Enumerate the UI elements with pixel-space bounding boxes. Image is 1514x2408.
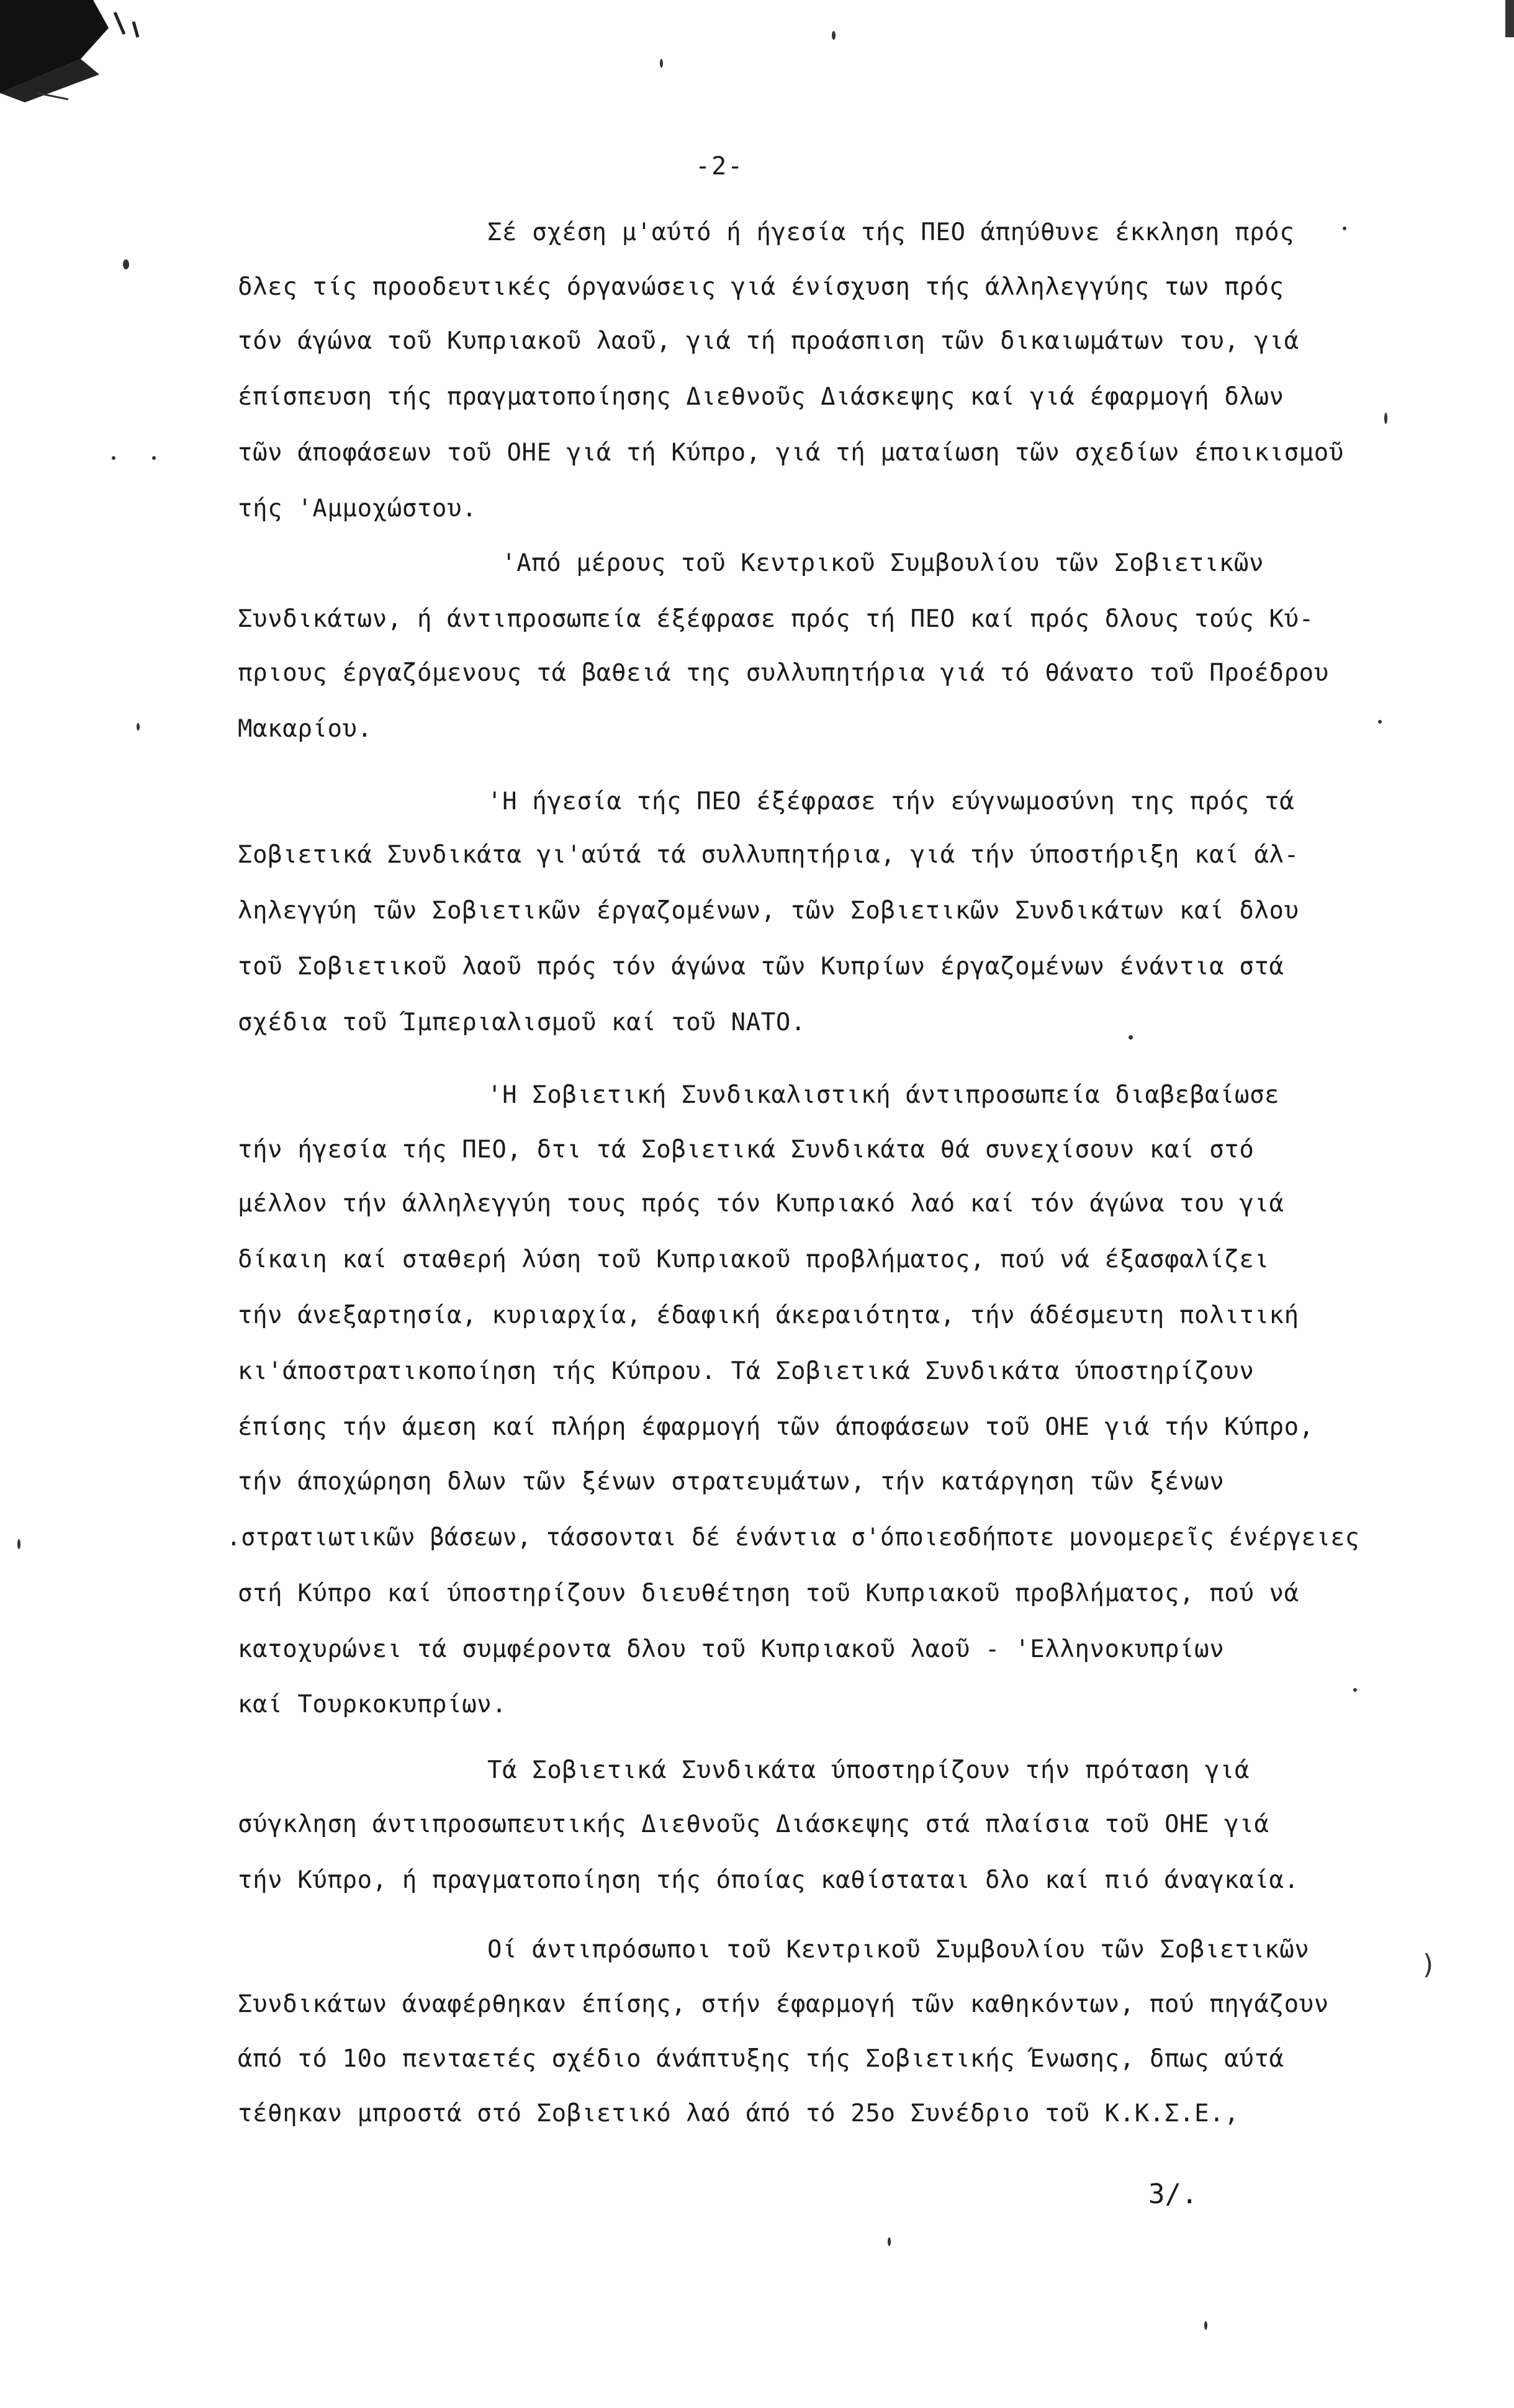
- text-line: Οί άντιπρόσωποι τοῦ Κεντρικοῦ Συμβουλίου τῶν Σοβιετικῶν: [487, 1936, 1310, 1964]
- text-line: άπό τό 10ο πενταετές σχέδιο άνάπτυξης τής Σοβιετικής Ένωσης, δπως αύτά: [238, 2045, 1284, 2073]
- text-line: δλες τίς προοδευτικές όργανώσεις γιά ένίσχυση τής άλληλεγγύης των πρός: [238, 273, 1284, 301]
- continuation-marker: 3/.: [1148, 2178, 1198, 2210]
- scan-speck: [1378, 720, 1382, 724]
- text-line: Τά Σοβιετικά Συνδικάτα ύποστηρίζουν τήν πρόταση γιά: [487, 1756, 1250, 1784]
- scan-speck: [137, 723, 140, 730]
- text-line: 'Η ήγεσία τής ΠΕΟ έξέφρασε τήν εύγνωμοσύνη της πρός τά: [487, 788, 1295, 815]
- scan-speck: [888, 2237, 891, 2246]
- text-line: Συνδικάτων, ή άντιπροσωπεία έξέφρασε πρός τή ΠΕΟ καί πρός δλους τούς Κύ-: [238, 605, 1314, 633]
- scan-edge-mark: [1505, 0, 1514, 37]
- text-line: σύγκληση άντιπροσωπευτικής Διεθνοῦς Διάσκεψης στά πλαίσια τοῦ ΟΗΕ γιά: [238, 1810, 1269, 1838]
- text-line: μέλλον τήν άλληλεγγύη τους πρός τόν Κυπριακό λαό καί τόν άγώνα του γιά: [238, 1190, 1284, 1218]
- text-line: 'Η Σοβιετική Συνδικαλιστική άντιπροσωπεία διαβεβαίωσε: [487, 1081, 1280, 1109]
- text-line: τήν ήγεσία τής ΠΕΟ, δτι τά Σοβιετικά Συνδικάτα θά συνεχίσουν καί στό: [238, 1136, 1255, 1164]
- text-line: έπίσης τήν άμεση καί πλήρη έφαρμογή τῶν άποφάσεων τοῦ ΟΗΕ γιά τήν Κύπρο,: [238, 1413, 1314, 1441]
- scan-speck: [112, 456, 115, 460]
- text-line: τοῦ Σοβιετικοῦ λαοῦ πρός τόν άγώνα τῶν Κυπρίων έργαζομένων ένάντια στά: [238, 953, 1284, 981]
- text-line: Σοβιετικά Συνδικάτα γι'αύτά τά συλλυπητήρια, γιά τήν ύποστήριξη καί άλ-: [238, 841, 1299, 869]
- text-line: κι'άποστρατικοποίηση τής Κύπρου. Τά Σοβιετικά Συνδικάτα ύποστηρίζουν: [238, 1357, 1255, 1385]
- torn-corner-mark: [0, 0, 161, 106]
- text-line: τέθηκαν μπροστά στό Σοβιετικό λαό άπό τό 25ο Συνέδριο τοῦ Κ.Κ.Σ.Ε.,: [238, 2100, 1240, 2127]
- text-line: δίκαιη καί σταθερή λύση τοῦ Κυπριακοῦ προβλήματος, πού νά έξασφαλίζει: [238, 1246, 1269, 1274]
- text-line: τής 'Αμμοχώστου.: [238, 495, 477, 523]
- text-line: ληλεγγύη τῶν Σοβιετικῶν έργαζομένων, τῶν Σοβιετικῶν Συνδικάτων καί δλου: [238, 897, 1299, 925]
- text-line: τόν άγώνα τοῦ Κυπριακοῦ λαοῦ, γιά τή προάσπιση τῶν δικαιωμάτων του, γιά: [238, 327, 1299, 355]
- text-line: στή Κύπρο καί ύποστηρίζουν διευθέτηση τοῦ Κυπριακοῦ προβλήματος, πού νά: [238, 1579, 1299, 1607]
- text-line: .στρατιωτικῶν βάσεων, τάσσονται δέ ένάντια σ'όποιεσδήποτε μονομερεῖς ένέργειες: [227, 1524, 1360, 1552]
- scan-speck: [123, 259, 129, 269]
- text-line: Συνδικάτων άναφέρθηκαν έπίσης, στήν έφαρμογή τῶν καθηκόντων, πού πηγάζουν: [238, 1990, 1329, 2018]
- text-line: Σέ σχέση μ'αύτό ή ήγεσία τής ΠΕΟ άπηύθυνε έκκληση πρός: [487, 218, 1295, 246]
- text-line: τήν άνεξαρτησία, κυριαρχία, έδαφική άκεραιότητα, τήν άδέσμευτη πολιτική: [238, 1301, 1299, 1329]
- text-line: 'Από μέρους τοῦ Κεντρικοῦ Συμβουλίου τῶν Σοβιετικῶν: [502, 549, 1264, 577]
- scan-speck: [1343, 227, 1346, 230]
- text-line: τῶν άποφάσεων τοῦ ΟΗΕ γιά τή Κύπρο, γιά τή ματαίωση τῶν σχεδίων έποικισμοῦ: [238, 439, 1344, 467]
- scan-speck: [1384, 413, 1387, 424]
- scan-speck: [152, 456, 156, 460]
- text-line: έπίσπευση τής πραγματοποίησης Διεθνοῦς Διάσκεψης καί γιά έφαρμογή δλων: [238, 383, 1284, 411]
- text-line: πριους έργαζόμενους τά βαθειά της συλλυπητήρια γιά τό θάνατο τοῦ Προέδρου: [238, 659, 1329, 687]
- text-line: τήν άποχώρηση δλων τῶν ξένων στρατευμάτων, τήν κατάργηση τῶν ξένων: [238, 1468, 1225, 1496]
- scan-speck: [660, 59, 663, 68]
- scan-speck: [17, 1539, 20, 1549]
- text-line: Μακαρίου.: [238, 715, 372, 743]
- scan-speck: [1353, 1688, 1357, 1692]
- page-number: -2-: [695, 152, 744, 181]
- scan-speck: [832, 31, 836, 40]
- text-line: κατοχυρώνει τά συμφέροντα δλου τοῦ Κυπριακοῦ λαοῦ - 'Ελληνοκυπρίων: [238, 1635, 1225, 1663]
- margin-bracket-mark: ): [1420, 1949, 1437, 1980]
- text-line: τήν Κύπρο, ή πραγματοποίηση τής όποίας καθίσταται δλο καί πιό άναγκαία.: [238, 1866, 1299, 1894]
- text-line: σχέδια τοῦ Ίμπεριαλισμοῦ καί τοῦ ΝΑΤΟ.: [238, 1009, 806, 1036]
- scan-speck: [1204, 2321, 1207, 2330]
- scan-speck: [1129, 1035, 1133, 1040]
- text-line: καί Τουρκοκυπρίων.: [238, 1691, 507, 1718]
